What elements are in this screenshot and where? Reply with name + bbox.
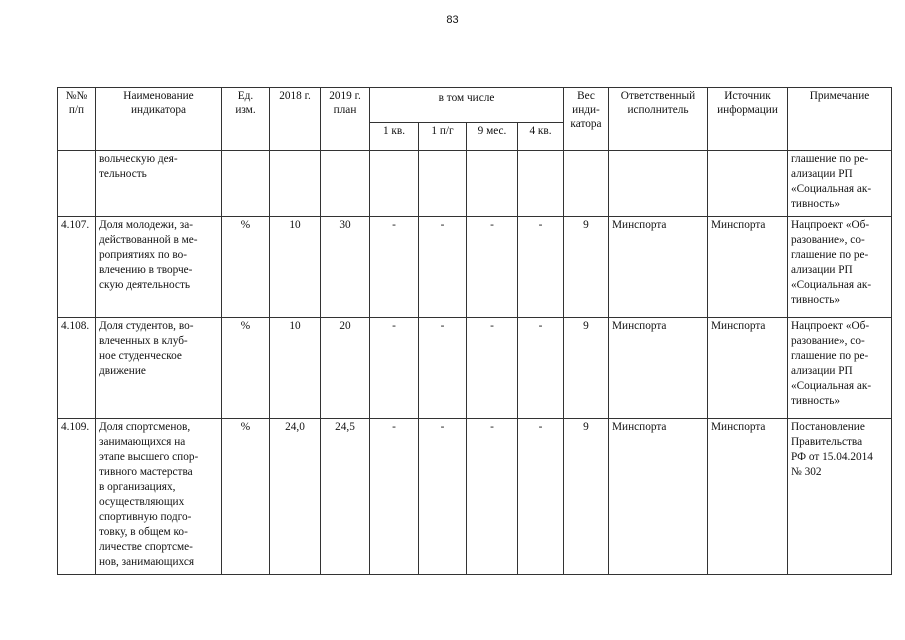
header-year-2018: 2018 г. — [270, 88, 321, 151]
cell-indicator-name: Доля молодежи, за- действованной в ме- роприятиях по во- влечению в творче- скую деятельность — [96, 217, 222, 318]
header-note: Примечание — [788, 88, 892, 151]
subheader-half-year: 1 п/г — [419, 123, 467, 151]
cell-weight: 9 — [564, 419, 609, 575]
cell-9-months: - — [467, 318, 518, 419]
cell-note: глашение по ре- ализации РП «Социальная ак- тивность» — [788, 151, 892, 217]
cell-responsible: Минспорта — [609, 318, 708, 419]
cell-year-2019 — [321, 151, 370, 217]
cell-note: Постановление Правительства РФ от 15.04.2014 № 302 — [788, 419, 892, 575]
cell-indicator-name: вольческую дея- тельность — [96, 151, 222, 217]
cell-9-months — [467, 151, 518, 217]
cell-q4: - — [518, 419, 564, 575]
indicators-table — [57, 87, 892, 575]
cell-year-2018: 10 — [270, 318, 321, 419]
cell-source: Минспорта — [708, 318, 788, 419]
cell-indicator-name: Доля спортсменов, занимающихся на этапе высшего спор- тивного мастерства в организациях, осуществляющих спортивную подго- товку, в общем ко- личестве спортсме- нов, занимающихся — [96, 419, 222, 575]
cell-year-2019: 24,5 — [321, 419, 370, 575]
header-source: Источник информации — [708, 88, 788, 151]
cell-unit: % — [222, 217, 270, 318]
header-unit: Ед. изм. — [222, 88, 270, 151]
subheader-q1: 1 кв. — [370, 123, 419, 151]
cell-source: Минспорта — [708, 419, 788, 575]
cell-responsible — [609, 151, 708, 217]
cell-year-2019: 30 — [321, 217, 370, 318]
header-including: в том числе — [370, 88, 564, 123]
cell-unit — [222, 151, 270, 217]
cell-q4: - — [518, 318, 564, 419]
table-row — [58, 318, 892, 419]
cell-weight — [564, 151, 609, 217]
cell-q1: - — [370, 419, 419, 575]
cell-year-2018: 10 — [270, 217, 321, 318]
table-header — [58, 88, 892, 151]
cell-indicator-name: Доля студентов, во- влеченных в клуб- ное студенческое движение — [96, 318, 222, 419]
cell-num: 4.107. — [58, 217, 96, 318]
cell-num — [58, 151, 96, 217]
table-row — [58, 151, 892, 217]
table-row — [58, 419, 892, 575]
cell-half-year: - — [419, 217, 467, 318]
header-year-2019-plan: 2019 г. план — [321, 88, 370, 151]
cell-year-2019: 20 — [321, 318, 370, 419]
cell-note: Нацпроект «Об- разование», со- глашение по ре- ализации РП «Социальная ак- тивность» — [788, 318, 892, 419]
table-body — [58, 151, 892, 575]
cell-num: 4.108. — [58, 318, 96, 419]
subheader-9-months: 9 мес. — [467, 123, 518, 151]
cell-half-year: - — [419, 419, 467, 575]
cell-9-months: - — [467, 419, 518, 575]
cell-source: Минспорта — [708, 217, 788, 318]
cell-weight: 9 — [564, 318, 609, 419]
page-number: 83 — [446, 14, 459, 26]
cell-unit: % — [222, 419, 270, 575]
cell-half-year — [419, 151, 467, 217]
cell-weight: 9 — [564, 217, 609, 318]
cell-responsible: Минспорта — [609, 419, 708, 575]
header-weight: Вес инди- катора — [564, 88, 609, 151]
cell-q1: - — [370, 217, 419, 318]
cell-q1 — [370, 151, 419, 217]
cell-unit: % — [222, 318, 270, 419]
cell-year-2018: 24,0 — [270, 419, 321, 575]
header-row — [58, 88, 892, 123]
cell-responsible: Минспорта — [609, 217, 708, 318]
cell-num: 4.109. — [58, 419, 96, 575]
cell-q4: - — [518, 217, 564, 318]
cell-q1: - — [370, 318, 419, 419]
cell-year-2018 — [270, 151, 321, 217]
table-row — [58, 217, 892, 318]
subheader-q4: 4 кв. — [518, 123, 564, 151]
header-responsible: Ответственный исполнитель — [609, 88, 708, 151]
cell-q4 — [518, 151, 564, 217]
cell-source — [708, 151, 788, 217]
header-num: №№ п/п — [58, 88, 96, 151]
cell-9-months: - — [467, 217, 518, 318]
cell-half-year: - — [419, 318, 467, 419]
cell-note: Нацпроект «Об- разование», со- глашение по ре- ализации РП «Социальная ак- тивность» — [788, 217, 892, 318]
header-indicator-name: Наименование индикатора — [96, 88, 222, 151]
